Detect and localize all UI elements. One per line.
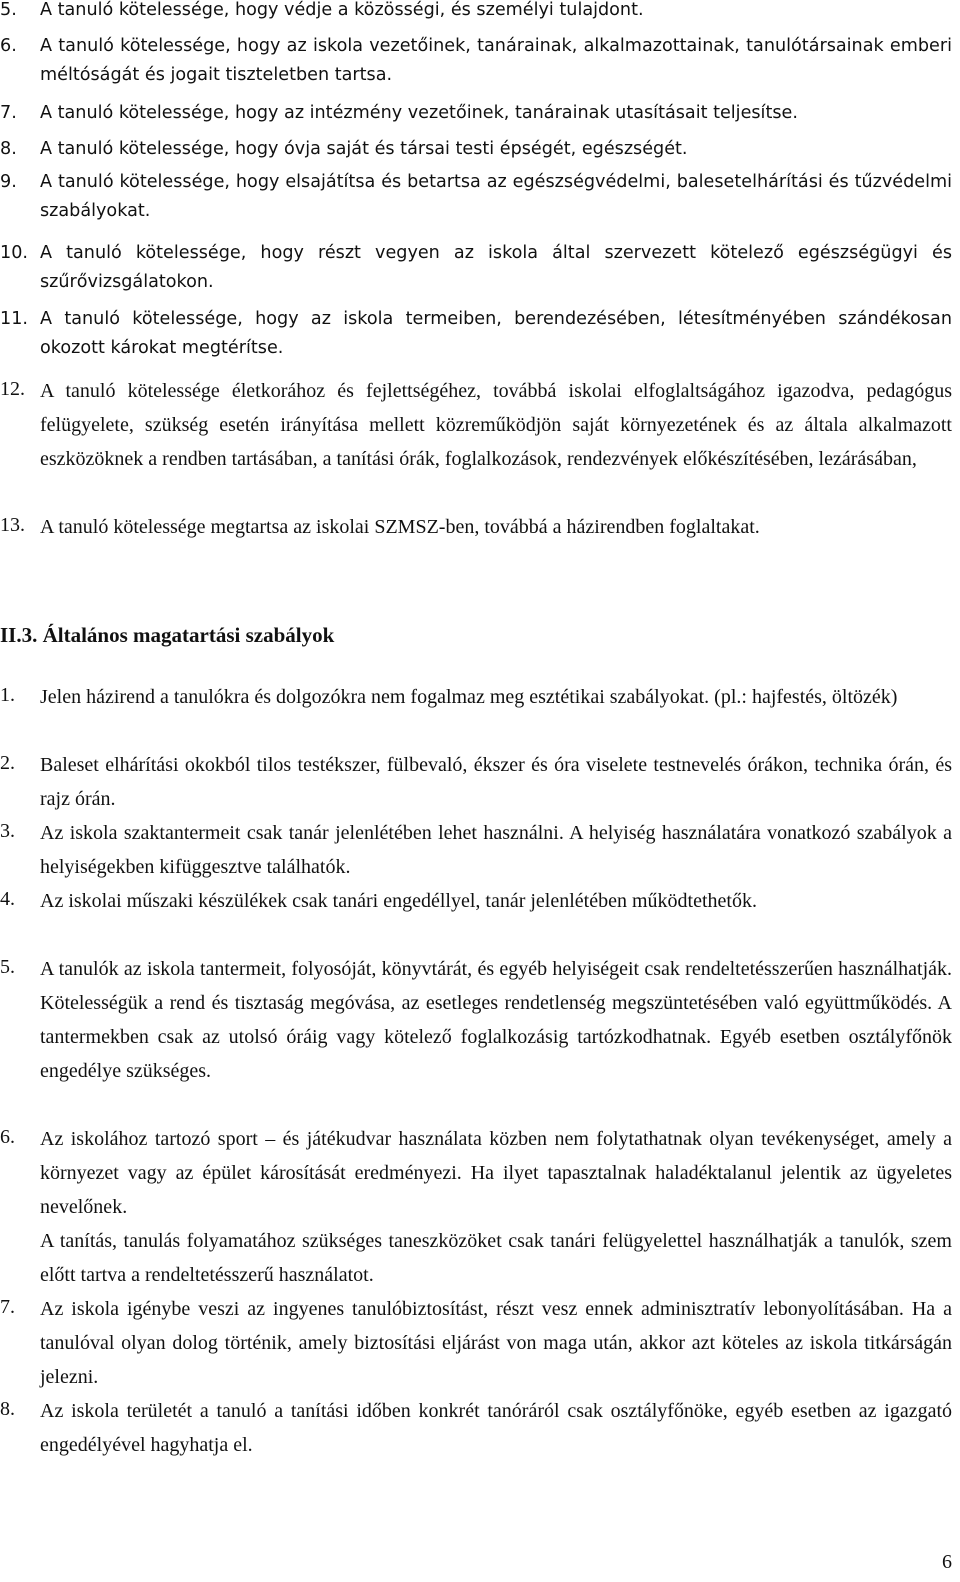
rule-item-6 [0, 1122, 952, 1224]
list-text: Az iskola területét a tanuló a tanítási időben konkrét tanóráról csak osztályfőnöke, egyéb esetben az igazgató engedélyével hagyhatja el. [40, 1400, 952, 1456]
list-text: A tanuló kötelessége, hogy részt vegyen az iskola által szervezett kötelező egészségügyi és szűrővizsgálatokon. [40, 243, 952, 292]
list-text: Baleset elhárítási okokból tilos testékszer, fülbevaló, ékszer és óra viselete testnevelés órákon, technika órán, és rajz órán. [40, 754, 952, 810]
list-text: Az iskolához tartozó sport – és játékudvar használata közben nem folytathatnak olyan tevékenységet, amely a környezet vagy az épület károsítását eredményezi. Ha ilyet tapasztalnak haladéktalanul jelentik az ügyeletes nevelőnek. [40, 1128, 952, 1218]
page-number: 6 [942, 1551, 952, 1573]
rule-item-2 [0, 748, 952, 816]
list-number: 13. [0, 514, 25, 536]
duty-item-5 [0, 0, 952, 25]
duty-item-11 [0, 305, 952, 363]
list-text: A tanuló kötelessége, hogy az iskola termeiben, berendezésében, létesítményében szándékosan okozott károkat megtérítse. [40, 309, 952, 358]
rule-item-6-continued [0, 1224, 952, 1292]
rule-item-7 [0, 1292, 952, 1394]
list-text: Az iskolai műszaki készülékek csak tanári engedéllyel, tanár jelenlétében működtethetők. [40, 890, 757, 912]
list-number: 7. [0, 1296, 15, 1318]
duty-item-6 [0, 32, 952, 90]
list-number: 5. [0, 0, 17, 20]
rule-item-3 [0, 816, 952, 884]
list-number: 12. [0, 378, 25, 400]
duty-item-7 [0, 99, 952, 128]
list-text: Az iskola igénybe veszi az ingyenes tanulóbiztosítást, részt vesz ennek adminisztratív lebonyolításában. Ha a tanulóval olyan dolog történik, amely biztosítási eljárást von maga után, akkor azt köteles az iskola titkárságán jelezni. [40, 1298, 952, 1388]
list-number: 4. [0, 888, 15, 910]
list-text: A tanuló kötelessége, hogy az iskola vezetőinek, tanárainak, alkalmazottainak, tanulótársainak emberi méltóságát és jogait tiszteletben tartsa. [40, 36, 952, 85]
list-text: A tanítás, tanulás folyamatához szükséges taneszközöket csak tanári felügyelettel használhatják a tanulók, szem előtt tartva a rendeltetésszerű használatot. [40, 1230, 952, 1286]
rule-item-8 [0, 1394, 952, 1462]
section-heading: II.3. Általános magatartási szabályok [0, 623, 335, 647]
duty-item-10 [0, 239, 952, 297]
duty-item-12 [0, 374, 952, 476]
list-number: 6. [0, 1126, 15, 1148]
list-text: A tanuló kötelessége, hogy óvja saját és társai testi épségét, egészségét. [40, 139, 688, 159]
list-text: Az iskola szaktantermeit csak tanár jelenlétében lehet használni. A helyiség használatára vonatkozó szabályok a helyiségekben kifüggesztve találhatók. [40, 822, 952, 878]
list-number: 1. [0, 684, 15, 706]
list-number: 3. [0, 820, 15, 842]
list-text: A tanuló kötelessége, hogy elsajátítsa és betartsa az egészségvédelmi, balesetelhárítási és tűzvédelmi szabályokat. [40, 172, 952, 221]
list-text: A tanuló kötelessége életkorához és fejlettségéhez, továbbá iskolai elfoglaltságához igazodva, pedagógus felügyelete, szükség esetén irányítása mellett közreműködjön saját környezetének és az általa alkalmazott eszközöknek a rendben tartásában, a tanítási órák, foglalkozások, rendezvények előkészítésében, lezárásában, [40, 380, 952, 470]
duty-item-9 [0, 168, 952, 226]
duty-item-13 [0, 510, 952, 544]
list-text: A tanulók az iskola tantermeit, folyosóját, könyvtárát, és egyéb helyiségeit csak rendeltetésszerűen használhatják. Kötelességük a rend és tisztaság megóvása, az esetleges rendetlenség megszüntetésében való együttműködés. A tantermekben csak az utolsó óráig vagy kötelező foglalkozásig tartózkodhatnak. Egyéb esetben osztályfőnök engedélye szükséges. [40, 958, 952, 1082]
list-number: 9. [0, 172, 17, 192]
list-text: Jelen házirend a tanulókra és dolgozókra nem fogalmaz meg esztétikai szabályokat. (pl.: hajfestés, öltözék) [40, 686, 898, 708]
list-number: 8. [0, 139, 17, 159]
list-text: A tanuló kötelessége, hogy védje a közösségi, és személyi tulajdont. [40, 0, 644, 20]
duty-item-8 [0, 135, 952, 164]
rule-item-5 [0, 952, 952, 1088]
list-number: 6. [0, 36, 17, 56]
list-number: 7. [0, 103, 17, 123]
list-text: A tanuló kötelessége megtartsa az iskolai SZMSZ-ben, továbbá a házirendben foglaltakat. [40, 516, 760, 538]
rule-item-1 [0, 680, 952, 714]
list-number: 11. [0, 309, 28, 329]
rule-item-4 [0, 884, 952, 918]
list-number: 10. [0, 243, 28, 263]
list-text: A tanuló kötelessége, hogy az intézmény vezetőinek, tanárainak utasításait teljesítse. [40, 103, 798, 123]
list-number: 5. [0, 956, 15, 978]
list-number: 2. [0, 752, 15, 774]
list-number: 8. [0, 1398, 15, 1420]
